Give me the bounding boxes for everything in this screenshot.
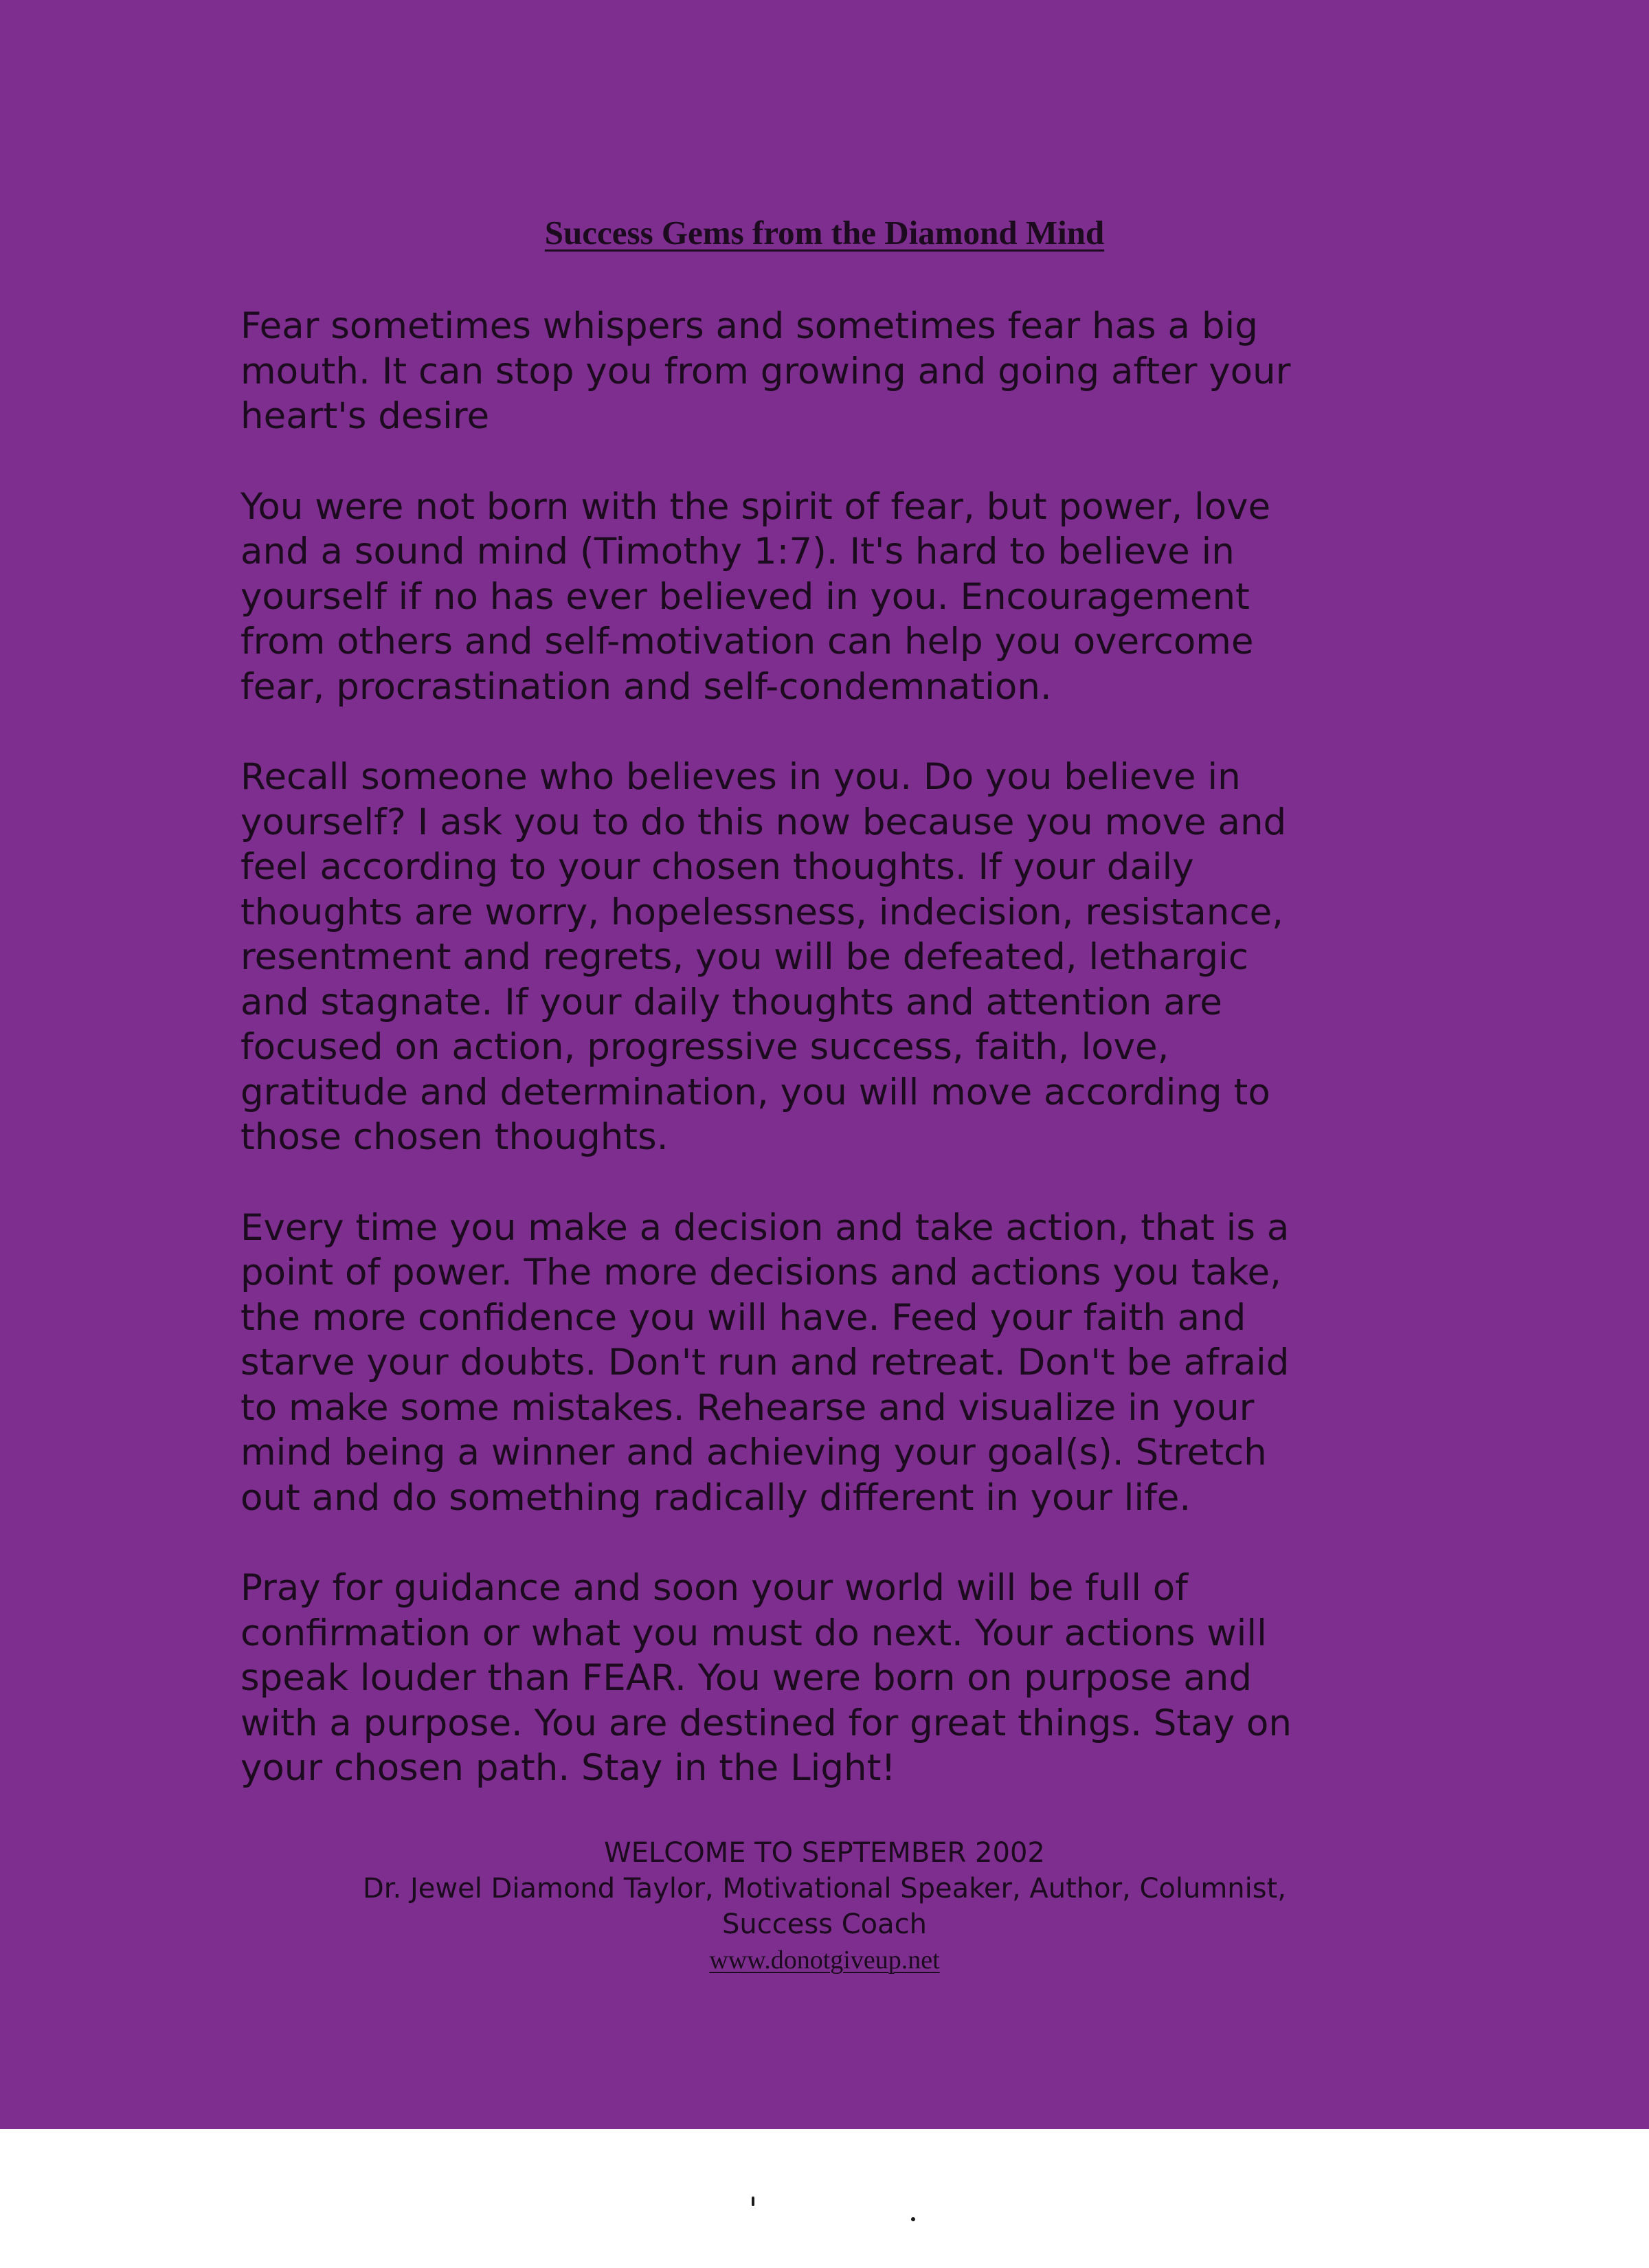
text-line: You were not born with the spirit of fear, but power, love (240, 485, 1271, 528)
text-line: and a sound mind (Timothy 1:7). It's hard to believe in (240, 531, 1235, 572)
text-line: fear, procrastination and self-condemnation. (240, 665, 1052, 708)
text-line: Recall someone who believes in you. Do you believe in (240, 756, 1241, 798)
document-footer (0, 1835, 1649, 1978)
text-line: to make some mistakes. Rehearse and visualize in your (240, 1386, 1255, 1429)
text-line: yourself? I ask you to do this now because you move and (240, 801, 1287, 843)
text-line: point of power. The more decisions and actions you take, (240, 1252, 1281, 1293)
paragraph-point-of-power (240, 1205, 1409, 1521)
text-line: resentment and regrets, you will be defeated, lethargic (240, 936, 1248, 978)
paragraph-pray-for-guidance (240, 1566, 1409, 1791)
text-line: your chosen path. Stay in the Light! (240, 1747, 896, 1789)
document-title (0, 213, 1649, 252)
document-title-text: Success Gems from the Diamond Mind (544, 214, 1105, 252)
text-line: heart's desire (240, 395, 490, 437)
footer-author-line: Dr. Jewel Diamond Taylor, Motivational Speaker, Author, Columnist, (362, 1873, 1287, 1904)
text-line: mind being a winner and achieving your goal(s). Stretch (240, 1432, 1267, 1474)
scan-speck (911, 2217, 915, 2221)
text-line: those chosen thoughts. (240, 1116, 669, 1158)
scan-speck (752, 2197, 754, 2206)
paragraph-spirit-of-fear (240, 485, 1409, 710)
text-line: speak louder than FEAR. You were born on purpose and (240, 1657, 1252, 1699)
text-line: Every time you make a decision and take action, that is a (240, 1206, 1290, 1249)
text-line: focused on action, progressive success, faith, love, (240, 1026, 1169, 1068)
footer-welcome-line: WELCOME TO SEPTEMBER 2002 (604, 1837, 1045, 1869)
text-line: the more confidence you will have. Feed your faith and (240, 1296, 1246, 1339)
footer-role-line: Success Coach (722, 1909, 927, 1940)
text-line: mouth. It can stop you from growing and going after your (240, 350, 1291, 392)
text-line: from others and self-motivation can help you overcome (240, 621, 1254, 663)
text-line: starve your doubts. Don't run and retreat. Don't be afraid (240, 1342, 1290, 1383)
text-line: confirmation or what you must do next. Your actions will (240, 1612, 1267, 1654)
text-line: feel according to your chosen thoughts. If your daily (240, 846, 1194, 888)
footer-website-link[interactable]: www.donotgiveup.net (709, 1946, 940, 1975)
text-line: Pray for guidance and soon your world will be full of (240, 1567, 1188, 1609)
document-body (240, 304, 1409, 1836)
text-line: yourself if no has ever believed in you. Encouragement (240, 575, 1250, 618)
text-line: gratitude and determination, you will move according to (240, 1071, 1270, 1113)
text-line: out and do something radically different in your life. (240, 1476, 1191, 1519)
text-line: thoughts are worry, hopelessness, indecision, resistance, (240, 891, 1283, 933)
paragraph-chosen-thoughts (240, 755, 1409, 1160)
text-line: and stagnate. If your daily thoughts and attention are (240, 981, 1222, 1023)
text-line: with a purpose. You are destined for great things. Stay on (240, 1702, 1292, 1744)
text-line: Fear sometimes whispers and sometimes fear has a big (240, 305, 1258, 347)
paragraph-fear-whispers (240, 304, 1409, 439)
